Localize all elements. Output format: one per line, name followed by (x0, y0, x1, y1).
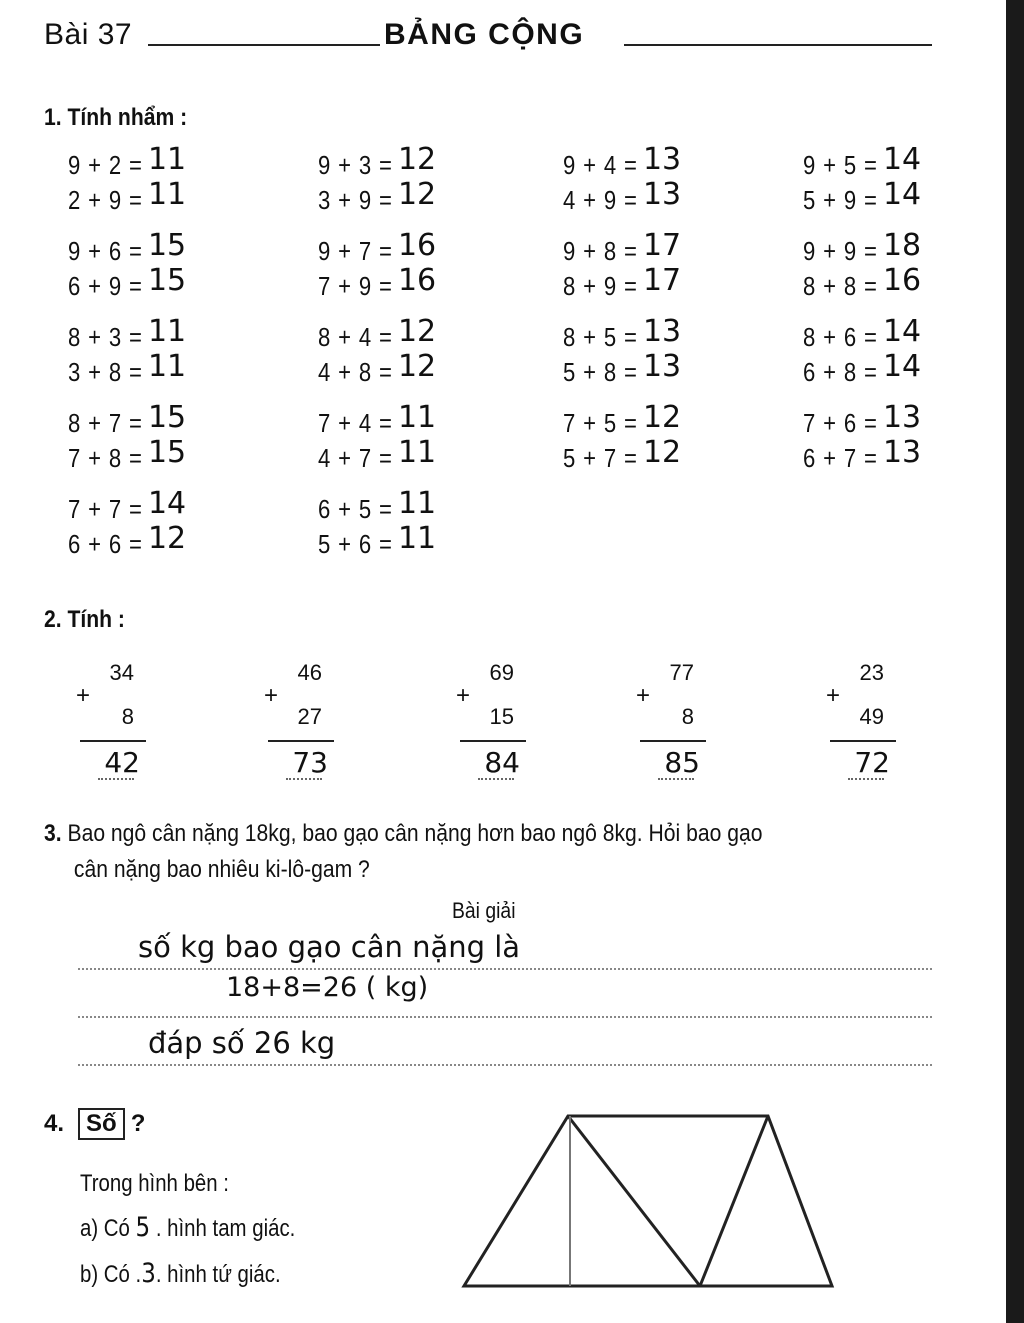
ex1-answer: 15 (147, 400, 187, 435)
answer-line-3: đáp số 26 kg (148, 1026, 336, 1060)
ex1-answer: 16 (397, 263, 437, 298)
ex1-answer: 12 (642, 435, 682, 470)
ex1-answer: 11 (397, 435, 437, 470)
ex2-plus-sign: + (456, 682, 471, 709)
ex2-addend-bottom: 15 (489, 704, 514, 729)
ex2-sum-answer: 42 (104, 746, 140, 779)
ex2-addend-top: 46 (297, 660, 322, 685)
answer-line-1: số kg bao gạo cân nặng là (138, 930, 521, 964)
ex1-expression: 8 + 9 = (563, 271, 638, 301)
ex1-expression: 3 + 9 = (318, 185, 393, 215)
so-box: Số (78, 1108, 125, 1140)
ex1-expression: 9 + 6 = (68, 236, 143, 266)
ex1-answer: 11 (397, 486, 437, 521)
ex2-addend-top: 23 (859, 660, 884, 685)
ex2-sum-answer: 85 (664, 746, 700, 779)
ex2-plus-sign: + (826, 682, 841, 709)
ex1-expression: 8 + 8 = (803, 271, 878, 301)
ex1-answer: 12 (397, 142, 437, 177)
ex1-answer: 16 (397, 228, 437, 263)
ex1-expression: 2 + 9 = (68, 185, 143, 215)
ex1-expression: 5 + 9 = (803, 185, 878, 215)
ex1-expression: 5 + 7 = (563, 443, 638, 473)
ex2-sum-answer: 72 (854, 746, 890, 779)
ex2-sum-answer: 73 (292, 746, 328, 779)
ex1-expression: 8 + 4 = (318, 322, 393, 352)
figure-diagonal-2 (700, 1116, 768, 1286)
ex1-expression: 9 + 3 = (318, 150, 393, 180)
ex1-answer: 14 (882, 142, 922, 177)
ex2-addend-bottom: 8 (681, 704, 694, 729)
ex2-addend-top: 34 (109, 660, 134, 685)
ex1-expression: 8 + 6 = (803, 322, 878, 352)
ex1-answer: 15 (147, 228, 187, 263)
ex4-a-suffix: . hình tam giác. (155, 1215, 296, 1242)
ex1-expression: 3 + 8 = (68, 357, 143, 387)
ex2-heading: 2. Tính : (44, 606, 125, 633)
ex4-b-answer: 3 (141, 1258, 156, 1289)
ex1-answer: 13 (642, 349, 682, 384)
ex1-expression: 6 + 9 = (68, 271, 143, 301)
ex1-answer: 11 (397, 400, 437, 435)
ex4-a-prefix: a) Có (80, 1215, 130, 1242)
ex1-answer: 17 (642, 263, 682, 298)
ex2-addend-bottom: 8 (121, 704, 134, 729)
ex2-addend-top: 69 (489, 660, 514, 685)
ex1-answer: 12 (397, 349, 437, 384)
ex1-answer: 15 (147, 263, 187, 298)
ex1-answer: 11 (397, 521, 437, 556)
ex1-expression: 4 + 9 = (563, 185, 638, 215)
ex1-heading: 1. Tính nhẩm : (44, 104, 188, 131)
ex1-expression: 9 + 4 = (563, 150, 638, 180)
ex1-expression: 5 + 6 = (318, 529, 393, 559)
ex1-answer: 12 (397, 314, 437, 349)
ex1-answer: 16 (882, 263, 922, 298)
ex4-b-prefix: b) Có . (80, 1261, 142, 1288)
ex1-expression: 9 + 8 = (563, 236, 638, 266)
ex1-expression: 7 + 9 = (318, 271, 393, 301)
ex1-answer: 14 (882, 314, 922, 349)
ex1-answer: 14 (147, 486, 187, 521)
ex1-expression: 6 + 7 = (803, 443, 878, 473)
ex1-answer: 17 (642, 228, 682, 263)
right-edge-bar (1006, 0, 1024, 1323)
ex1-answer: 15 (147, 435, 187, 470)
ex3-line2: cân nặng bao nhiêu ki-lô-gam ? (73, 856, 370, 883)
ex2-plus-sign: + (76, 682, 91, 709)
ex2-addend-bottom: 49 (859, 704, 884, 729)
ex2-plus-sign: + (636, 682, 651, 709)
ex1-answer: 12 (147, 521, 187, 556)
ex4-intro: Trong hình bên : (80, 1170, 229, 1197)
lesson-number: Bài 37 (44, 18, 133, 51)
ex1-expression: 8 + 5 = (563, 322, 638, 352)
ex1-expression: 8 + 3 = (68, 322, 143, 352)
ex1-expression: 9 + 2 = (68, 150, 143, 180)
ex1-answer: 13 (642, 177, 682, 212)
ex1-answer: 11 (147, 142, 187, 177)
ex4-a-answer: 5 (135, 1212, 151, 1243)
ex2-addend-bottom: 27 (297, 704, 322, 729)
ex1-expression: 4 + 7 = (318, 443, 393, 473)
ex1-answer: 12 (642, 400, 682, 435)
figure-diagonal-1 (568, 1116, 700, 1286)
figure-outline (464, 1116, 832, 1286)
ex1-answer: 14 (882, 177, 922, 212)
ex1-expression: 4 + 8 = (318, 357, 393, 387)
ex2-addend-top: 77 (669, 660, 694, 685)
ex1-answer: 13 (642, 142, 682, 177)
ex1-expression: 9 + 9 = (803, 236, 878, 266)
ex1-answer: 14 (882, 349, 922, 384)
ex1-answer: 18 (882, 228, 922, 263)
ex1-expression: 6 + 5 = (318, 494, 393, 524)
ex1-expression: 7 + 7 = (68, 494, 143, 524)
ex2-sum-answer: 84 (484, 746, 520, 779)
ex1-answer: 13 (882, 400, 922, 435)
ex1-answer: 11 (147, 349, 187, 384)
ex1-answer: 11 (147, 177, 187, 212)
ex1-expression: 7 + 6 = (803, 408, 878, 438)
ex2-plus-sign: + (264, 682, 279, 709)
ex1-expression: 7 + 5 = (563, 408, 638, 438)
ex1-answer: 13 (882, 435, 922, 470)
ex1-answer: 12 (397, 177, 437, 212)
answer-line-2: 18+8=26 ( kg) (226, 972, 429, 1003)
ex1-expression: 6 + 6 = (68, 529, 143, 559)
lesson-title: BẢNG CỘNG (384, 18, 585, 51)
ex1-expression: 6 + 8 = (803, 357, 878, 387)
ex1-answer: 13 (642, 314, 682, 349)
ex4-question-mark: ? (130, 1110, 146, 1137)
ex1-expression: 5 + 8 = (563, 357, 638, 387)
solution-heading: Bài giải (452, 898, 516, 923)
ex3-line1: Bao ngô cân nặng 18kg, bao gạo cân nặng hơn bao ngô 8kg. Hỏi bao gạo (67, 820, 763, 847)
ex1-answer: 11 (147, 314, 187, 349)
ex1-expression: 7 + 8 = (68, 443, 143, 473)
ex1-expression: 9 + 7 = (318, 236, 393, 266)
ex1-expression: 8 + 7 = (68, 408, 143, 438)
ex4-b-suffix: . hình tứ giác. (155, 1261, 281, 1288)
ex1-expression: 9 + 5 = (803, 150, 878, 180)
ex4-number: 4. (44, 1110, 65, 1137)
ex1-expression: 7 + 4 = (318, 408, 393, 438)
ex3-number: 3. (44, 820, 62, 847)
